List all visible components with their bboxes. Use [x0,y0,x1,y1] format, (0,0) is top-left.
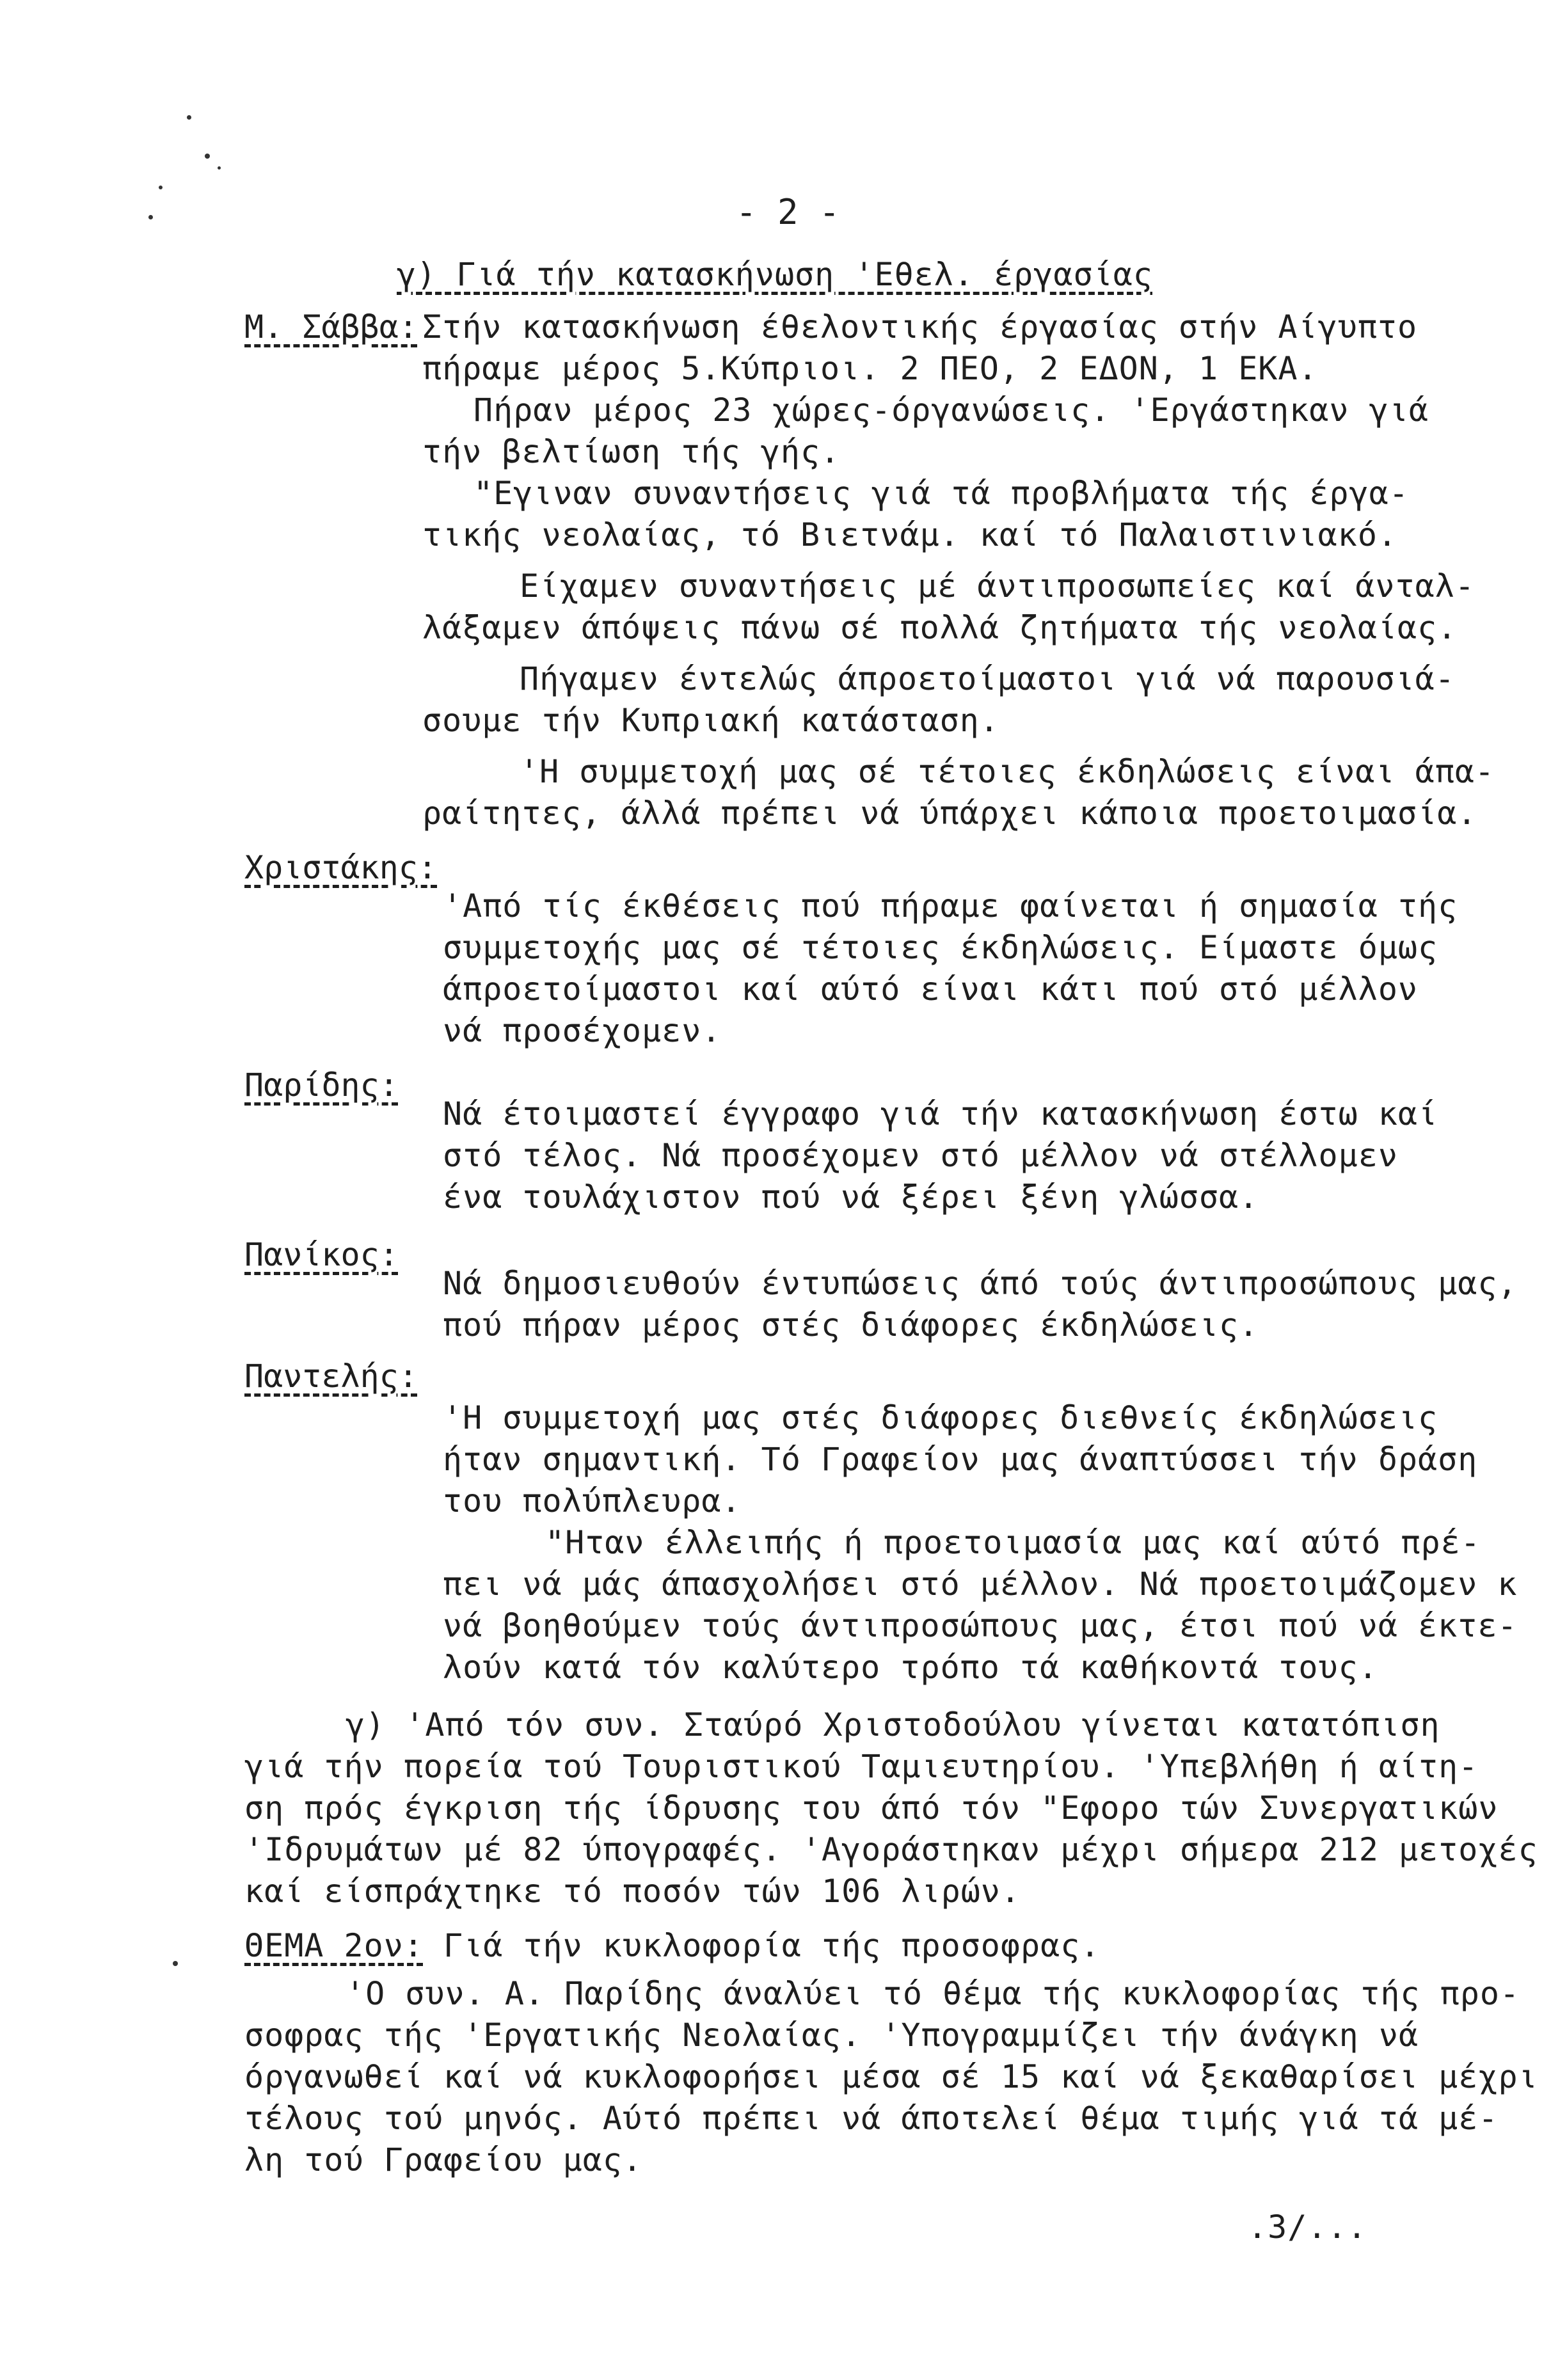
continuation-marker: .3/... [1248,2209,1367,2246]
speaker-panikos: Πανίκος: [244,1236,399,1273]
paridis-line: Νά έτοιμαστεί έγγραφο γιά τήν κατασκήνωση έστω καί [443,1095,1438,1132]
pantelis-line: πει νά μάς άπασχολήσει στό μέλλον. Νά προετοιμάζομεν κ [443,1566,1518,1603]
theme-line: τέλους τού μηνός. Αύτό πρέπει νά άποτελεί θέμα τιμής γιά τά μέ- [244,2100,1499,2137]
speck-mark [148,215,153,219]
pantelis-line: λούν κατά τόν καλύτερο τρόπο τά καθήκοντά τους. [443,1649,1378,1686]
savvas-line: σουμε τήν Κυπριακή κατάσταση. [422,702,999,739]
theme-title: Γιά τήν κυκλοφορία τής προσοφρας. [423,1927,1101,1964]
item-g-line: ση πρός έγκριση τής ίδρυσης του άπό τόν "Εφορο τών Συνεργατικών [244,1789,1499,1827]
speaker-paridis: Παρίδης: [244,1067,399,1104]
pantelis-line: νά βοηθούμεν τούς άντιπροσώπους μας, έτσι πού νά έκτε- [443,1607,1518,1644]
speaker-christakis: Χριστάκης: [244,849,438,886]
pantelis-line: "Ηταν έλλειπής ή προετοιμασία μας καί αύτό πρέ- [545,1524,1481,1561]
savvas-line: "Εγιναν συναντήσεις γιά τά προβλήματα τής έργα- [473,475,1409,512]
savvas-line: λάξαμεν άπόψεις πάνω σέ πολλά ζητήματα τής νεολαίας. [422,609,1458,646]
speck-mark [187,115,191,120]
pantelis-line: 'Η συμμετοχή μας στές διάφορες διεθνείς έκδηλώσεις [443,1399,1438,1436]
paridis-line: ένα τουλάχιστον πού νά ξέρει ξένη γλώσσα. [443,1178,1259,1216]
christakis-line: νά προσέχομεν. [443,1012,722,1049]
theme-heading-line [244,1926,1100,1965]
speck-mark [205,154,210,159]
item-g-line: γ) 'Από τόν συν. Σταύρό Χριστοδούλου γίνεται κατατόπιση [346,1706,1440,1743]
theme-line: όργανωθεί καί νά κυκλοφορήσει μέσα σέ 15 καί νά ξεκαθαρίσει μέχρι [244,2058,1538,2095]
savvas-line: 'Η συμμετοχή μας σέ τέτοιες έκδηλώσεις είναι άπα- [520,753,1495,790]
item-g-line: καί είσπράχτηκε τό ποσόν τών 106 λιρών. [244,1873,1021,1910]
theme-line: λη τού Γραφείου μας. [244,2141,643,2178]
theme-line: 'Ο συν. Α. Παρίδης άναλύει τό θέμα τής κυκλοφορίας τής προ- [346,1975,1520,2012]
savvas-line: Είχαμεν συναντήσεις μέ άντιπροσωπείες καί άνταλ- [520,567,1475,605]
page-number: - 2 - [736,192,840,232]
panikos-line: πού πήραν μέρος στές διάφορες έκδηλώσεις. [443,1306,1259,1344]
speaker-pantelis: Παντελής: [244,1358,418,1395]
item-g-line: 'Ιδρυμάτων μέ 82 ύπογραφές. 'Αγοράστηκαν μέχρι σήμερα 212 μετοχές [244,1831,1538,1868]
christakis-line: άπροετοίμαστοι καί αύτό είναι κάτι πού στό μέλλον [443,971,1419,1008]
savvas-line: Πήγαμεν έντελώς άπροετοίμαστοι γιά νά παρουσιά- [520,660,1455,697]
speck-mark [173,1961,178,1966]
pantelis-line: του πολύπλευρα. [443,1482,742,1519]
speck-mark [218,166,221,170]
savvas-line: Πήραν μέρος 23 χώρες-όργανώσεις. 'Εργάστηκαν γιά [473,392,1429,429]
paridis-line: στό τέλος. Νά προσέχομεν στό μέλλον νά στέλλομεν [443,1137,1398,1174]
savvas-line: Στήν κατασκήνωση έθελοντικής έργασίας στήν Αίγυπτο [422,308,1418,345]
section-heading: γ) Γιά τήν κατασκήνωση 'Εθελ. έργασίας [397,256,1153,293]
savvas-line: τικής νεολαίας, τό Βιετνάμ. καί τό Παλαιστινιακό. [422,516,1398,553]
item-g-line: γιά τήν πορεία τού Τουριστικού Ταμιευτηρίου. 'Υπεβλήθη ή αίτη- [244,1748,1479,1785]
christakis-line: συμμετοχής μας σέ τέτοιες έκδηλώσεις. Είμαστε όμως [443,929,1438,966]
savvas-line: τήν βελτίωση τής γής. [422,433,841,470]
savvas-line: πήραμε μέρος 5.Κύπριοι. 2 ΠΕΟ, 2 ΕΔΟΝ, 1 ΕΚΑ. [422,350,1318,387]
christakis-line: 'Από τίς έκθέσεις πού πήραμε φαίνεται ή σημασία τής [443,887,1458,924]
speck-mark [159,186,163,189]
savvas-line: ραίτητες, άλλά πρέπει νά ύπάρχει κάποια προετοιμασία. [422,795,1477,832]
theme-line: σοφρας τής 'Εργατικής Νεολαίας. 'Υπογραμμίζει τήν άνάγκη νά [244,2017,1419,2054]
theme-label: ΘΕΜΑ 2ον: [244,1927,424,1964]
speaker-savvas: Μ. Σάββα: [244,308,418,345]
panikos-line: Νά δημοσιευθούν έντυπώσεις άπό τούς άντιπροσώπους μας, [443,1265,1518,1302]
pantelis-line: ήταν σημαντική. Τό Γραφείον μας άναπτύσσει τήν δράση [443,1441,1478,1478]
